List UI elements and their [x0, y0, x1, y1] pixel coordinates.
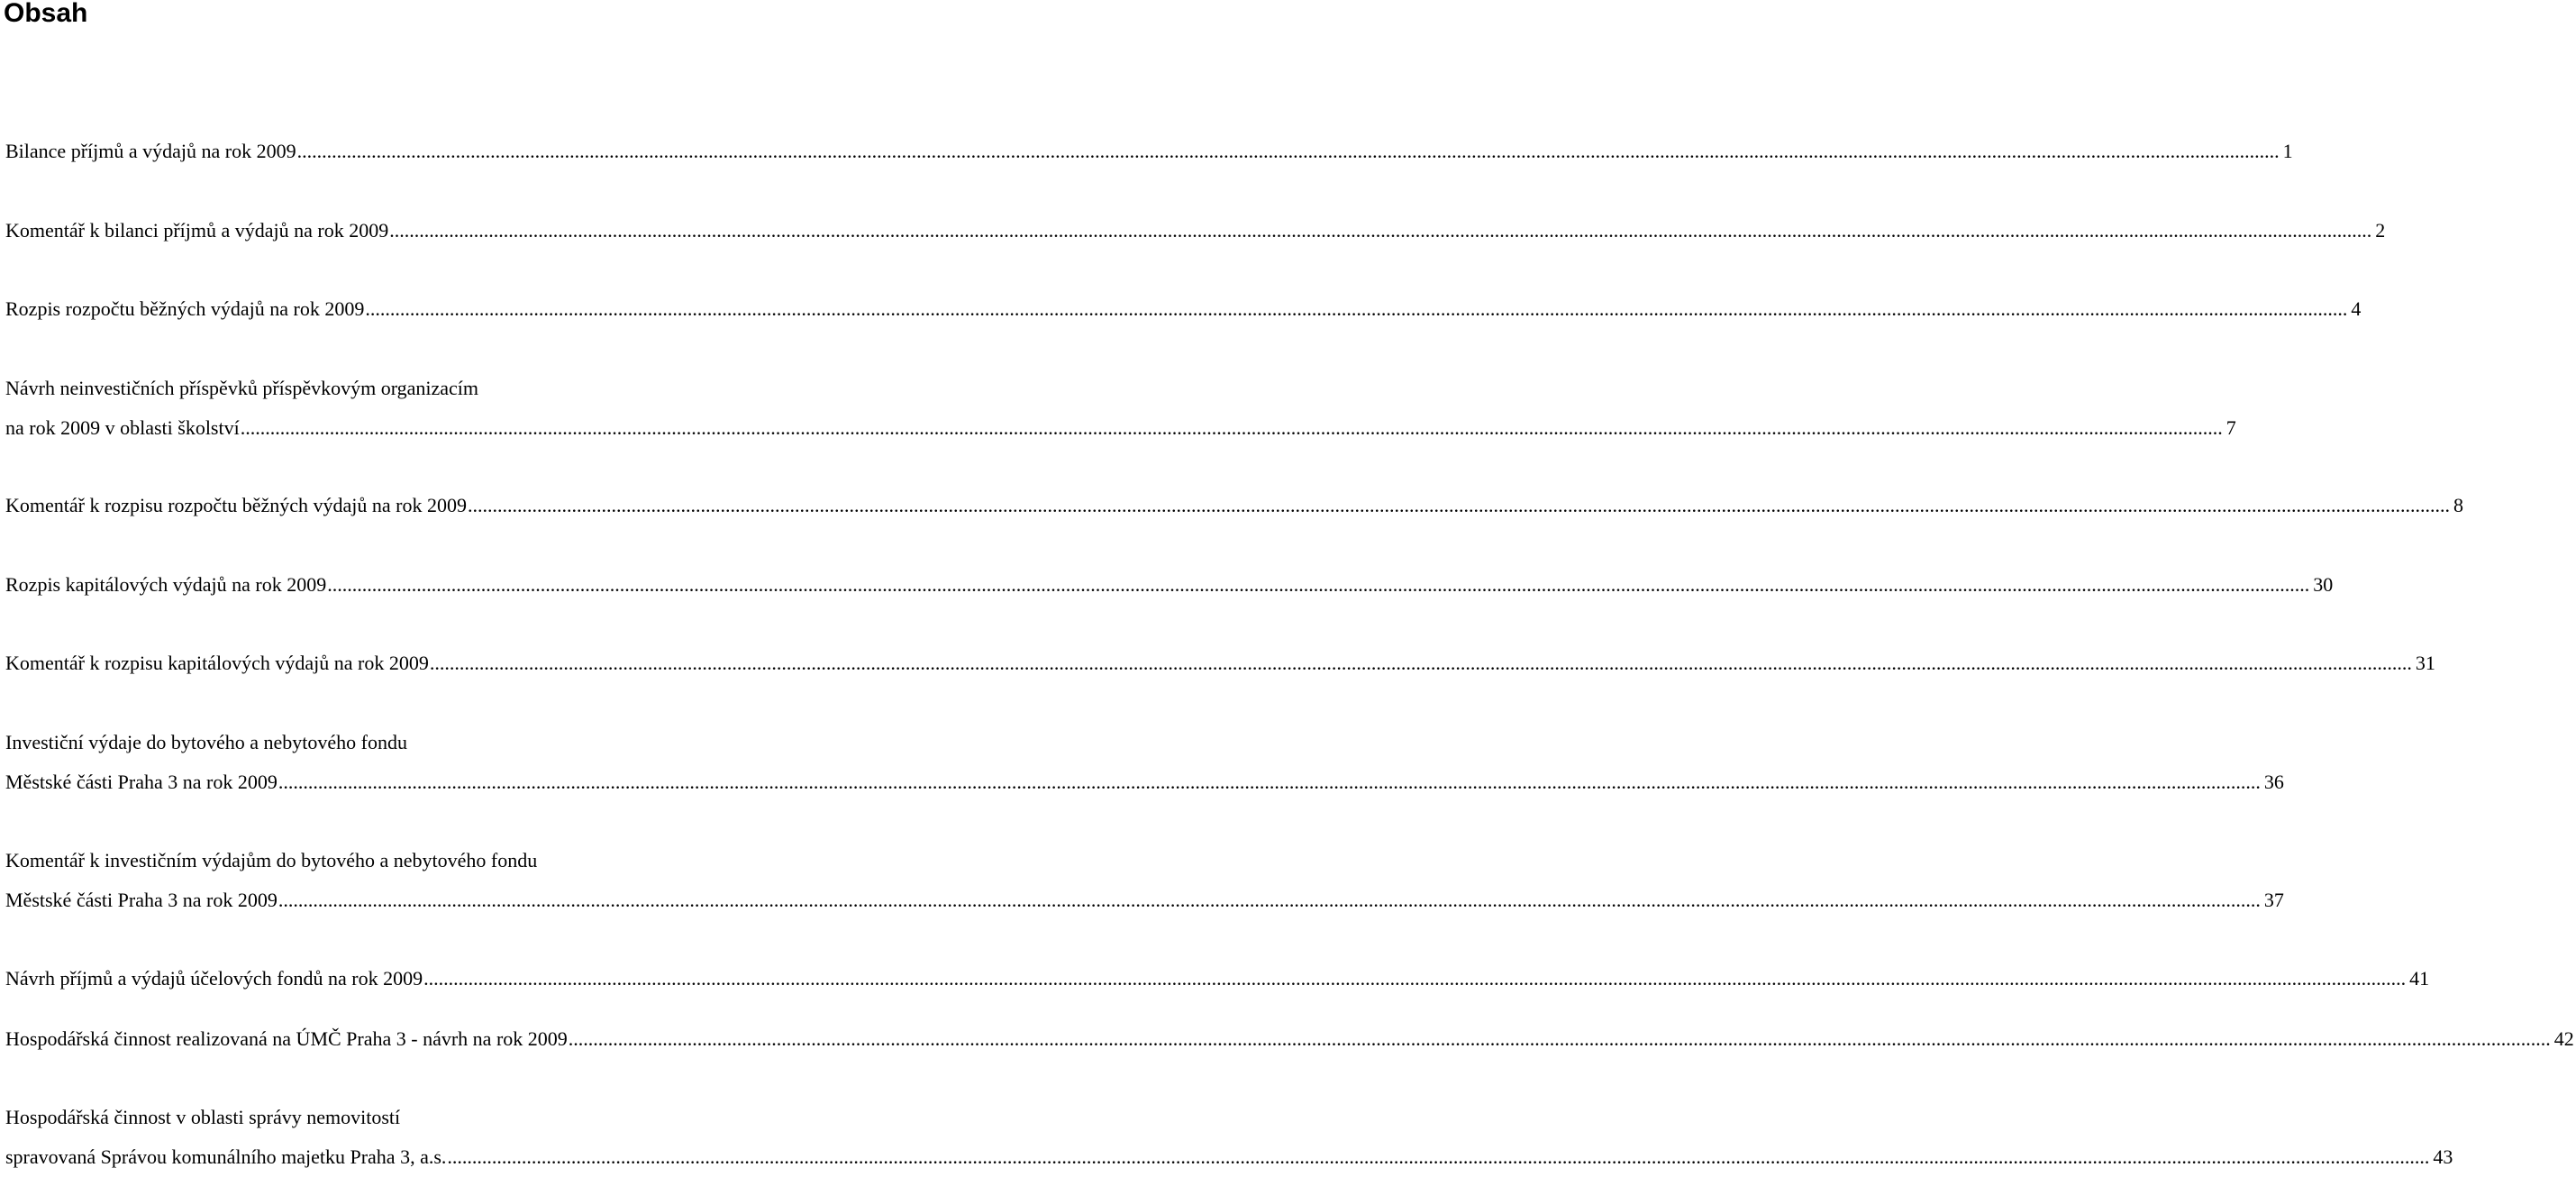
- toc-entry-title-line: Hospodářská činnost v oblasti správy nemovitostí: [5, 1106, 401, 1128]
- toc-entry-title: Návrh příjmů a výdajů účelových fondů na rok 2009: [5, 967, 423, 990]
- toc-page-number: 4: [2351, 297, 2362, 320]
- toc-dot-leader: ................................................................................................................................................................................................................................................................................................................................................................................................................: [568, 1027, 2551, 1050]
- toc-entry-title: Komentář k rozpisu rozpočtu běžných výdajů na rok 2009: [5, 494, 467, 516]
- toc-dot-leader: ................................................................................................................................................................................................................................................................................................................................................................................................................: [240, 416, 2223, 439]
- toc-entry-title-line: na rok 2009 v oblasti školství: [5, 416, 240, 439]
- toc-entry-title-line: spravovaná Správou komunálního majetku Praha 3, a.s.: [5, 1145, 447, 1168]
- toc-entry[interactable]: [5, 643, 2435, 683]
- toc-dot-leader: ................................................................................................................................................................................................................................................................................................................................................................................................................: [389, 219, 2372, 242]
- toc-dot-leader: ................................................................................................................................................................................................................................................................................................................................................................................................................: [429, 652, 2412, 674]
- toc-page-number: 30: [2313, 573, 2334, 596]
- toc-dot-leader: ................................................................................................................................................................................................................................................................................................................................................................................................................: [278, 889, 2261, 911]
- toc-entry-title: Komentář k rozpisu kapitálových výdajů na rok 2009: [5, 652, 429, 674]
- toc-entry[interactable]: [5, 289, 2362, 329]
- page-title: Obsah: [4, 0, 88, 28]
- toc-page-number: 2: [2375, 219, 2386, 242]
- toc-page-number: 41: [2409, 967, 2430, 990]
- toc-dot-leader: ................................................................................................................................................................................................................................................................................................................................................................................................................: [467, 494, 2450, 516]
- toc-dot-leader: ................................................................................................................................................................................................................................................................................................................................................................................................................: [365, 297, 2348, 320]
- toc-entry[interactable]: [5, 565, 2334, 605]
- toc-entry[interactable]: [5, 486, 2463, 525]
- toc-dot-leader: ................................................................................................................................................................................................................................................................................................................................................................................................................: [278, 771, 2261, 793]
- toc-page-number: 37: [2263, 889, 2284, 911]
- toc-entry-title: Bilance příjmů a výdajů na rok 2009: [5, 140, 296, 162]
- toc-entry-title: Rozpis kapitálových výdajů na rok 2009: [5, 573, 327, 596]
- toc-entry-title-line: Investiční výdaje do bytového a nebytového fondu: [5, 731, 408, 753]
- toc-entry[interactable]: [5, 1019, 2574, 1059]
- toc-entry-title-line: Městské části Praha 3 na rok 2009: [5, 771, 278, 793]
- toc-page-number: 42: [2553, 1027, 2574, 1050]
- toc-entry-title: Hospodářská činnost realizovaná na ÚMČ Praha 3 - návrh na rok 2009: [5, 1027, 568, 1050]
- toc-dot-leader: ................................................................................................................................................................................................................................................................................................................................................................................................................: [296, 140, 2280, 162]
- toc-dot-leader: ................................................................................................................................................................................................................................................................................................................................................................................................................: [423, 967, 2407, 990]
- toc-page-number: 1: [2282, 140, 2293, 162]
- toc-entry-title-line: Komentář k investičním výdajům do bytového a nebytového fondu: [5, 849, 538, 871]
- toc-entry[interactable]: [5, 841, 2284, 920]
- toc-page-number: 31: [2415, 652, 2435, 674]
- toc-entry[interactable]: [5, 132, 2293, 171]
- toc-dot-leader: ................................................................................................................................................................................................................................................................................................................................................................................................................: [327, 573, 2310, 596]
- toc-entry[interactable]: [5, 211, 2386, 251]
- toc-entry-title: Rozpis rozpočtu běžných výdajů na rok 2009: [5, 297, 365, 320]
- toc-dot-leader: ................................................................................................................................................................................................................................................................................................................................................................................................................: [447, 1145, 2430, 1168]
- toc-entry[interactable]: [5, 723, 2284, 802]
- toc-page-number: 7: [2226, 416, 2236, 439]
- toc-entry[interactable]: [5, 1098, 2453, 1177]
- toc-entry-title-line: Městské části Praha 3 na rok 2009: [5, 889, 278, 911]
- toc-page-number: 8: [2453, 494, 2463, 516]
- toc-entry[interactable]: [5, 369, 2236, 448]
- toc-entry-title-line: Návrh neinvestičních příspěvků příspěvkovým organizacím: [5, 377, 479, 399]
- toc-page-number: 36: [2263, 771, 2284, 793]
- toc-entry[interactable]: [5, 959, 2430, 999]
- toc-page-number: 43: [2433, 1145, 2453, 1168]
- toc-entry-title: Komentář k bilanci příjmů a výdajů na rok 2009: [5, 219, 389, 242]
